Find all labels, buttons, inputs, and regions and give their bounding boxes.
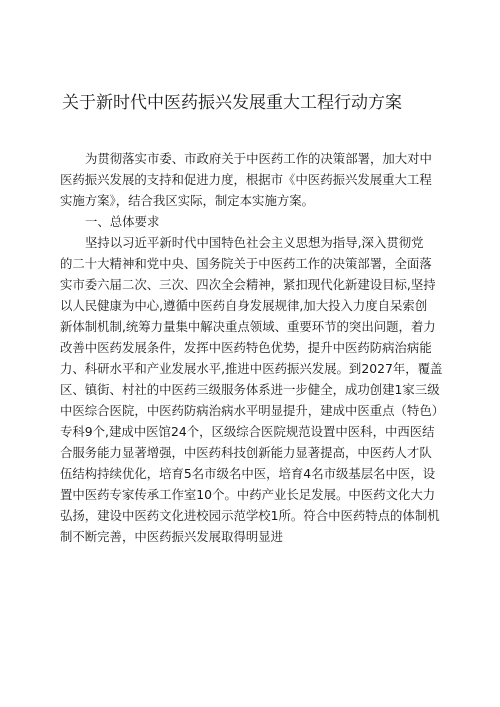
body-line: 实市委六届二次、三次、四次全会精神，紧扣现代化新建设目标,坚持 — [60, 277, 436, 292]
body-line: 实施方案》，结合我区实际，制定本实施方案。 — [60, 193, 315, 208]
body-line: 伍结构持续优化，培育5名市级名中医，培育4名市级基层名中医，设 — [60, 466, 436, 481]
body-line: 置中医药专家传承工作室10个。中药产业长足发展。中医药文化大力 — [60, 487, 436, 502]
body-line: 一、总体要求 — [85, 214, 160, 229]
body-line: 以人民健康为中心,遵循中医药自身发展规律,加大投入力度自呆索创 — [60, 298, 428, 313]
body-line: 为贯彻落实市委、市政府关于中医药工作的决策部署，加大对中 — [85, 151, 432, 166]
body-line: 改善中医药发展条件，发挥中医药特色优势，提升中医药防病治病能 — [60, 340, 432, 355]
body-line: 专科9个,建成中医馆24个，区级综合医院规范设置中医科，中西医结 — [60, 424, 435, 439]
body-line: 中医综合医院，中医药防病治病水平明显提升，建成中医重点（特色） — [60, 403, 445, 418]
body-line: 区、镇街、村社的中医药三级服务体系进一步健全，成功创建1家三级 — [60, 382, 440, 397]
body-line: 力、科研水平和产业发展水平,推进中医药振兴发展。到2027年，覆盖 — [60, 361, 443, 376]
body-line: 弘扬，建设中医药文化进校园示范学校1所。符合中医药特点的体制机 — [60, 508, 440, 523]
document-title: 关于新时代中医药振兴发展重大工程行动方案 — [62, 93, 402, 113]
body-line: 医药振兴发展的支持和促进力度，根据市《中医药振兴发展重大工程 — [60, 172, 432, 187]
body-line: 坚持以习近平新时代中国特色社会主义思想为指导,深入贯彻党 — [85, 235, 424, 250]
body-line: 合服务能力显著增强，中医药科技创新能力显著提高，中医药人才队 — [60, 445, 432, 460]
document-body — [60, 148, 452, 547]
body-line: 的二十大精神和党中央、国务院关于中医药工作的决策部署，全面落 — [60, 256, 432, 271]
body-line: 新体制机制,统筹力量集中解决重点领域、重要环节的突出问题，着力 — [60, 319, 436, 334]
body-line: 制不断完善，中医药振兴发展取得明显进 — [60, 529, 284, 544]
